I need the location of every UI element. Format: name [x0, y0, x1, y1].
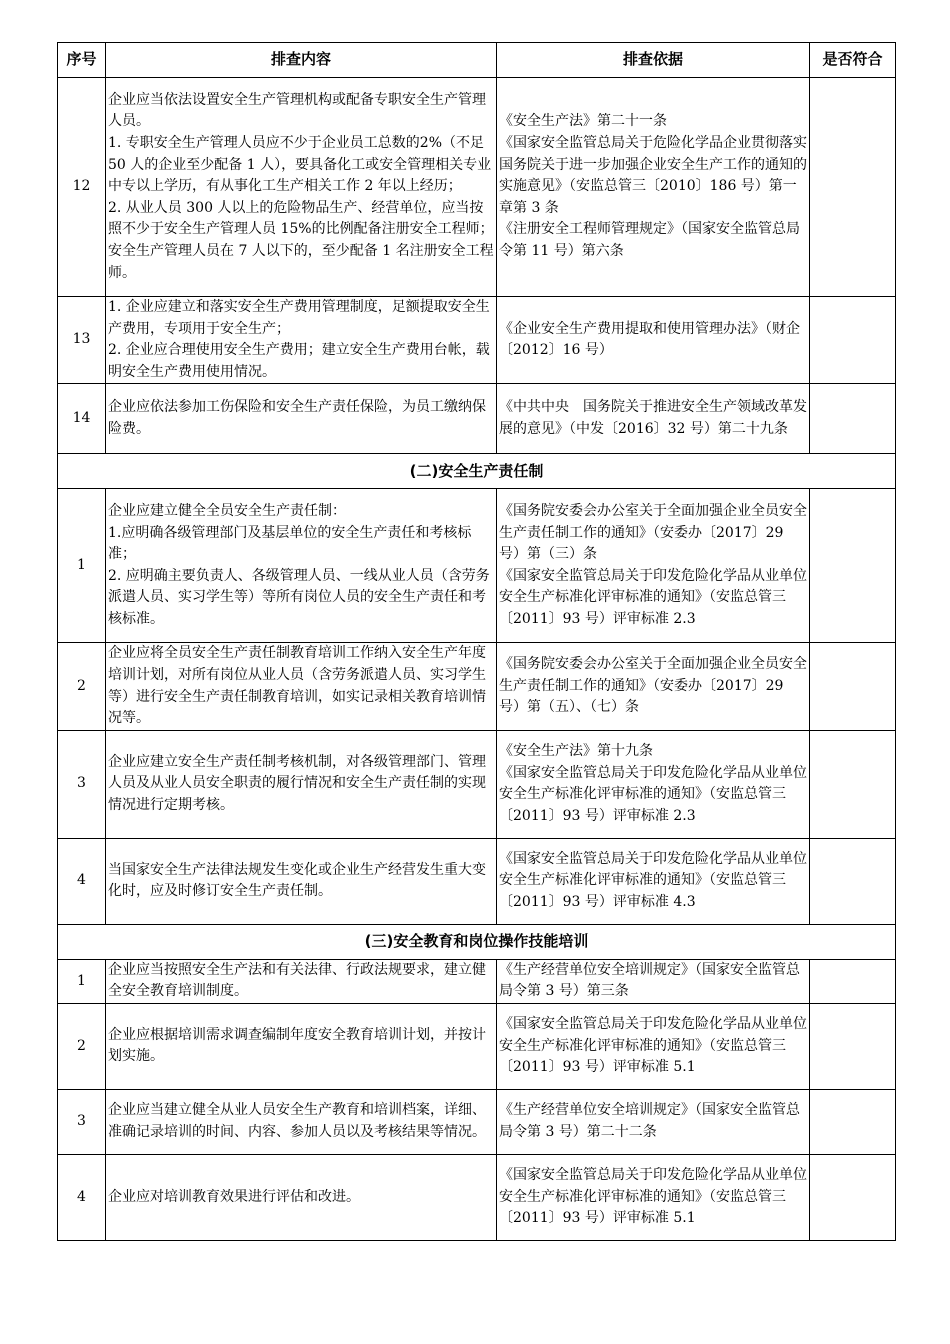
table-row	[58, 78, 896, 297]
conformity-cell	[810, 1154, 896, 1240]
header-no: 序号	[58, 43, 106, 78]
table-row	[58, 643, 896, 730]
check-basis-cell	[497, 643, 810, 730]
table-row	[58, 384, 896, 454]
check-basis-line: 《国务院安委会办公室关于全面加强企业全员安全生产责任制工作的通知》（安委办〔2017〕29 号）第（五）、（七）条	[499, 656, 807, 716]
check-content-line: 企业应建立健全全员安全生产责任制：	[108, 503, 346, 520]
row-number: 3	[58, 730, 106, 838]
check-basis-line: 《生产经营单位安全培训规定》（国家安全监管总局令第 3 号）第三条	[499, 961, 800, 1000]
section-row	[58, 924, 896, 959]
check-content-line: 2. 应明确主要负责人、各级管理人员、一线从业人员（含劳务派遣人员、实习学生等）等所有岗位人员的安全生产责任和考核标准。	[108, 567, 490, 628]
check-basis-line: 《生产经营单位安全培训规定》（国家安全监管总局令第 3 号）第二十二条	[499, 1102, 800, 1140]
check-content-cell	[106, 730, 497, 838]
check-content-line: 企业应将全员安全生产责任制教育培训工作纳入安全生产年度培训计划，对所有岗位从业人员（含劳务派遣人员、实习学生等）进行安全生产责任制教育培训，如实记录相关教育培训情况等。	[108, 645, 486, 727]
table-row	[58, 489, 896, 643]
table-body	[58, 78, 896, 1241]
check-content-line: 1.应明确各级管理部门及基层单位的安全生产责任和考核标准；	[108, 524, 472, 563]
row-number: 2	[58, 1003, 106, 1089]
conformity-cell	[810, 297, 896, 384]
conformity-cell	[810, 643, 896, 730]
inspection-table	[57, 42, 896, 1241]
header-conform: 是否符合	[810, 43, 896, 78]
conformity-cell	[810, 838, 896, 924]
check-basis-cell	[497, 489, 810, 643]
table-header-row	[58, 43, 896, 78]
check-content-cell	[106, 643, 497, 730]
check-content-line: 企业应建立安全生产责任制考核机制，对各级管理部门、管理人员及从业人员安全职责的履行情况和安全生产责任制的实现情况进行定期考核。	[108, 753, 486, 814]
check-basis-line: 《安全生产法》第二十一条	[499, 113, 667, 130]
check-content-line: 当国家安全生产法律法规发生变化或企业生产经营发生重大变化时，应及时修订安全生产责任制。	[108, 861, 486, 900]
check-content-cell	[106, 78, 497, 297]
conformity-cell	[810, 78, 896, 297]
check-basis-cell	[497, 1089, 810, 1154]
check-basis-line: 《国家安全监管总局关于印发危险化学品从业单位安全生产标准化评审标准的通知》（安监总管三〔2011〕93 号）评审标准 2.3	[499, 764, 807, 824]
check-content-line: 企业应当建立健全从业人员安全生产教育和培训档案，详细、准确记录培训的时间、内容、参加人员以及考核结果等情况。	[108, 1102, 486, 1140]
check-content-line: 2. 企业应合理使用安全生产费用；建立安全生产费用台帐，载明安全生产费用使用情况。	[108, 342, 490, 380]
conformity-cell	[810, 1003, 896, 1089]
row-number: 14	[58, 384, 106, 454]
check-content-line: 1. 企业应建立和落实安全生产费用管理制度，足额提取安全生产费用，专项用于安全生产；	[108, 299, 490, 337]
conformity-cell	[810, 384, 896, 454]
check-basis-cell	[497, 78, 810, 297]
row-number: 12	[58, 78, 106, 297]
check-content-cell	[106, 297, 497, 384]
check-basis-line: 《国务院安委会办公室关于全面加强企业全员安全生产责任制工作的通知》（安委办〔2017〕29 号）第（三）条	[499, 503, 807, 563]
check-basis-cell	[497, 959, 810, 1003]
conformity-cell	[810, 1089, 896, 1154]
check-content-cell	[106, 489, 497, 643]
check-content-cell	[106, 384, 497, 454]
conformity-cell	[810, 959, 896, 1003]
check-content-cell	[106, 1154, 497, 1240]
table-row	[58, 297, 896, 384]
check-basis-cell	[497, 384, 810, 454]
section-title: (二)安全生产责任制	[58, 454, 896, 489]
check-basis-line: 《安全生产法》第十九条	[499, 743, 653, 760]
check-content-cell	[106, 959, 497, 1003]
check-basis-line: 《国家安全监管总局关于危险化学品企业贯彻落实国务院关于进一步加强企业安全生产工作的通知的实施意见》（安监总管三〔2010〕186 号）第一章第 3 条	[499, 135, 807, 216]
check-content-cell	[106, 838, 497, 924]
table-row	[58, 1003, 896, 1089]
check-basis-line: 《注册安全工程师管理规定》（国家安全监管总局令第 11 号）第六条	[499, 221, 800, 259]
check-content-line: 1. 专职安全生产管理人员应不少于企业员工总数的2%（不足 50 人的企业至少配备 1 人），要具备化工或安全管理相关专业中专以上学历，有从事化工生产相关工作 2 年以上经历；	[108, 135, 492, 195]
row-number: 2	[58, 643, 106, 730]
conformity-cell	[810, 489, 896, 643]
check-content-line: 企业应当按照安全生产法和有关法律、行政法规要求，建立健全安全教育培训制度。	[108, 961, 486, 1000]
section-row	[58, 454, 896, 489]
check-content-line: 企业应根据培训需求调查编制年度安全教育培训计划，并按计划实施。	[108, 1026, 486, 1065]
check-basis-line: 《国家安全监管总局关于印发危险化学品从业单位安全生产标准化评审标准的通知》（安监总管三〔2011〕93 号）评审标准 2.3	[499, 567, 807, 628]
section-title: (三)安全教育和岗位操作技能培训	[58, 924, 896, 959]
check-basis-cell	[497, 838, 810, 924]
check-basis-line: 《中共中央 国务院关于推进安全生产领域改革发展的意见》（中发〔2016〕32 号）第二十九条	[499, 399, 807, 437]
check-content-cell	[106, 1003, 497, 1089]
check-content-cell	[106, 1089, 497, 1154]
table-row	[58, 838, 896, 924]
row-number: 1	[58, 959, 106, 1003]
check-content-line: 企业应对培训教育效果进行评估和改进。	[108, 1188, 360, 1205]
check-basis-cell	[497, 297, 810, 384]
row-number: 1	[58, 489, 106, 643]
check-basis-line: 《国家安全监管总局关于印发危险化学品从业单位安全生产标准化评审标准的通知》（安监总管三〔2011〕93 号）评审标准 4.3	[499, 850, 807, 911]
check-basis-line: 《企业安全生产费用提取和使用管理办法》（财企〔2012〕16 号）	[499, 320, 800, 359]
row-number: 4	[58, 838, 106, 924]
check-content-line: 企业应当依法设置安全生产管理机构或配备专职安全生产管理人员。	[108, 91, 486, 130]
check-basis-cell	[497, 1003, 810, 1089]
table-row	[58, 959, 896, 1003]
check-content-line: 企业应依法参加工伤保险和安全生产责任保险，为员工缴纳保险费。	[108, 399, 486, 437]
check-basis-cell	[497, 1154, 810, 1240]
check-basis-line: 《国家安全监管总局关于印发危险化学品从业单位安全生产标准化评审标准的通知》（安监总管三〔2011〕93 号）评审标准 5.1	[499, 1167, 807, 1227]
check-basis-line: 《国家安全监管总局关于印发危险化学品从业单位安全生产标准化评审标准的通知》（安监总管三〔2011〕93 号）评审标准 5.1	[499, 1016, 807, 1076]
table-row	[58, 730, 896, 838]
row-number: 13	[58, 297, 106, 384]
table-row	[58, 1089, 896, 1154]
header-basis: 排查依据	[497, 43, 810, 78]
row-number: 4	[58, 1154, 106, 1240]
check-content-line: 2. 从业人员 300 人以上的危险物品生产、经营单位，应当按照不少于安全生产管理人员 15%的比例配备注册安全工程师；安全生产管理人员在 7 人以下的，至少配备 1 名注册安全工程师。	[108, 199, 494, 281]
check-basis-cell	[497, 730, 810, 838]
table-row	[58, 1154, 896, 1240]
row-number: 3	[58, 1089, 106, 1154]
conformity-cell	[810, 730, 896, 838]
header-content: 排查内容	[106, 43, 497, 78]
